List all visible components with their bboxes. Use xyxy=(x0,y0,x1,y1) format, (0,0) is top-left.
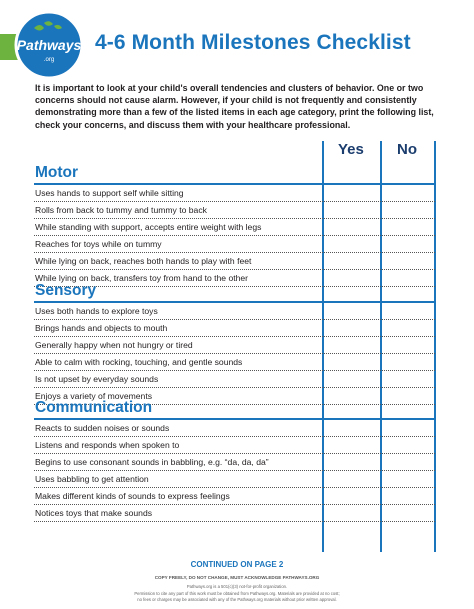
continued-notice: CONTINUED ON PAGE 2 xyxy=(190,560,284,569)
checklist-row[interactable]: Notices toys that make sounds xyxy=(34,505,435,522)
section-sensory xyxy=(34,281,435,405)
fine-print-2: Permission to cite any part of this work must be obtained from Pathways.org. Materials are provided at no cost; xyxy=(134,591,340,596)
checklist-row[interactable]: Is not upset by everyday sounds xyxy=(34,371,435,388)
section-title: Sensory xyxy=(35,282,97,299)
checklist-row[interactable]: Reacts to sudden noises or sounds xyxy=(34,420,435,437)
copy-freely-notice: COPY FREELY, DO NOT CHANGE, MUST ACKNOWLEDGE PATHWAYS.ORG xyxy=(154,575,320,580)
checklist-row[interactable]: Reaches for toys while on tummy xyxy=(34,236,435,253)
logo-text: Pathways xyxy=(16,37,82,53)
checklist-row[interactable]: Rolls from back to tummy and tummy to back xyxy=(34,202,435,219)
checklist-row[interactable]: Brings hands and objects to mouth xyxy=(34,320,435,337)
logo-subtext: .org xyxy=(43,57,55,63)
section-title: Motor xyxy=(35,164,79,181)
checklist-row[interactable]: While standing with support, accepts entire weight with legs xyxy=(34,219,435,236)
section-title: Communication xyxy=(35,399,153,416)
section-motor xyxy=(34,163,435,287)
checklist-row[interactable]: Enjoys a variety of movements xyxy=(34,388,435,405)
page-title: 4-6 Month Milestones Checklist xyxy=(95,31,411,54)
no-column-header: No xyxy=(397,141,417,158)
checklist-row[interactable]: Listens and responds when spoken to xyxy=(34,437,435,454)
fine-print-1: Pathways.org is a 501(c)(3) not-for-profit organization. xyxy=(186,584,288,589)
checklist-row[interactable]: Uses both hands to explore toys xyxy=(34,303,435,320)
checklist-row[interactable]: While lying on back, reaches both hands to play with feet xyxy=(34,253,435,270)
checklist-row[interactable]: Generally happy when not hungry or tired xyxy=(34,337,435,354)
checklist-row[interactable]: Uses babbling to get attention xyxy=(34,471,435,488)
yes-column-header: Yes xyxy=(338,141,364,158)
checklist-row[interactable]: Uses hands to support self while sitting xyxy=(34,185,435,202)
checklist-row[interactable]: Begins to use consonant sounds in babbling, e.g. “da, da, da” xyxy=(34,454,435,471)
fine-print-3: no fees or charges may be associated with any of the Pathways.org materials without prior written approval. xyxy=(137,597,337,602)
pathways-logo xyxy=(14,10,84,80)
intro-paragraph: It is important to look at your child's overall tendencies and clusters of behavior. One or two concerns should not cause alarm. However, if your child is not frequently and consistently demonstrating more than a few of the listed items in each age category, print the following list, check your concerns, and discuss them with your healthcare professional. xyxy=(35,83,434,130)
section-communication xyxy=(34,398,435,522)
checklist-row[interactable]: Able to calm with rocking, touching, and gentle sounds xyxy=(34,354,435,371)
checklist-row[interactable]: Makes different kinds of sounds to express feelings xyxy=(34,488,435,505)
checklist-row[interactable]: While lying on back, transfers toy from hand to the other xyxy=(34,270,435,287)
